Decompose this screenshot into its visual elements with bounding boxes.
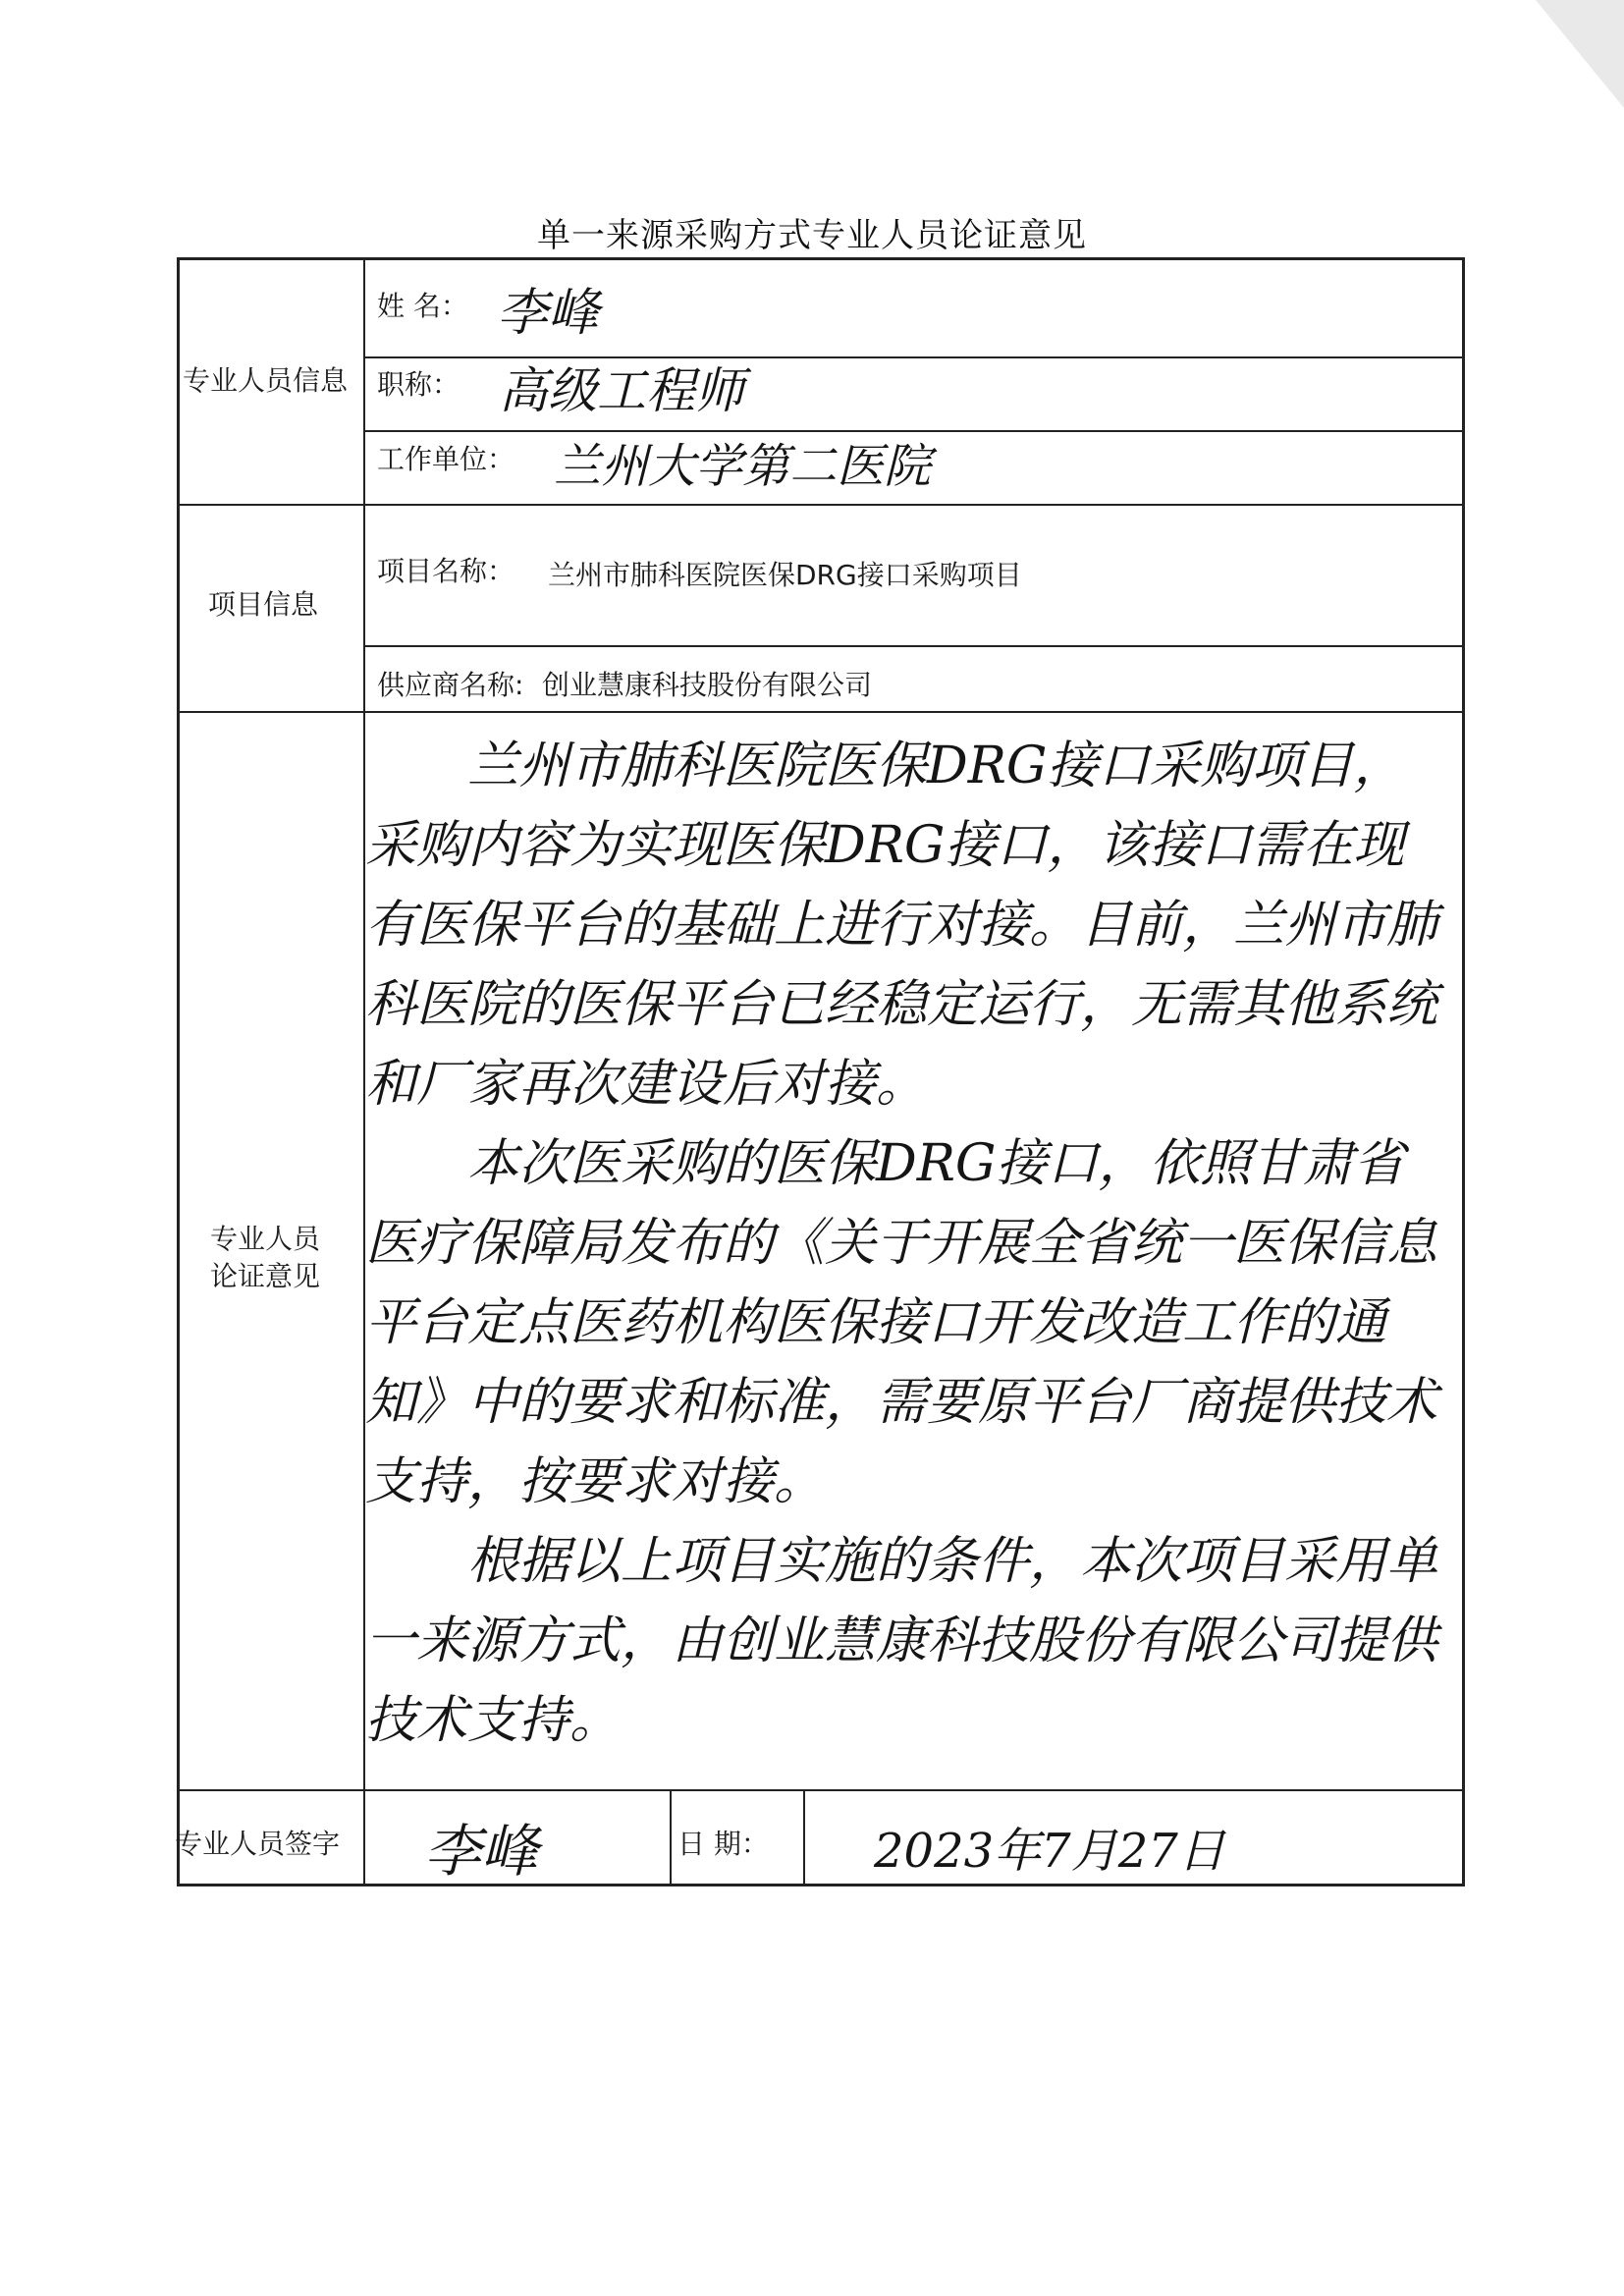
opinion-paragraph: 兰州市肺科医院医保DRG接口采购项目，采购内容为实现医保DRG接口，该接口需在现有医保平台的基础上进行对接。目前，兰州市肺科医院的医保平台已经稳定运行，无需其他系统和厂家再次建设后对接。 [365, 737, 1438, 1114]
supplier-label: 供应商名称: [377, 669, 524, 701]
row-divider [365, 645, 1465, 647]
expert-info-section-label: 专业人员信息 [183, 364, 349, 397]
supplier-value: 创业慧康科技股份有限公司 [542, 669, 873, 701]
column-divider [670, 1789, 672, 1886]
project-name-value: 兰州市肺科医院医保DRG接口采购项目 [548, 559, 1022, 591]
opinion-section-label-line2: 论证意见 [210, 1260, 321, 1292]
row-divider [177, 504, 1465, 506]
row-divider [177, 1789, 1465, 1791]
employer-label: 工作单位： [377, 443, 515, 475]
opinion-section-label-line1: 专业人员 [210, 1223, 321, 1255]
page-corner-fold [1536, 0, 1624, 108]
date-value: 2023年7月27日 [874, 1824, 1225, 1879]
name-value: 李峰 [497, 284, 600, 343]
signature-label: 专业人员签字 [175, 1828, 341, 1860]
column-divider [363, 1789, 365, 1886]
date-label: 日 期： [677, 1828, 769, 1860]
project-name-label: 项目名称： [377, 555, 515, 587]
job-title-label: 职称： [377, 368, 460, 401]
name-label: 姓 名： [377, 290, 468, 322]
document-title: 单一来源采购方式专业人员论证意见 [537, 216, 1087, 255]
row-divider [177, 711, 1465, 713]
signature-value: 李峰 [424, 1818, 539, 1885]
opinion-paragraph: 根据以上项目实施的条件，本次项目采用单一来源方式，由创业慧康科技股份有限公司提供技术支持。 [365, 1532, 1438, 1750]
project-info-section-label: 项目信息 [208, 588, 319, 621]
job-title-value: 高级工程师 [499, 362, 744, 419]
employer-value: 兰州大学第二医院 [554, 439, 932, 494]
opinion-paragraph: 本次医采购的医保DRG接口，依照甘肃省医疗保障局发布的《关于开展全省统一医保信息平台定点医药机构医保接口开发改造工作的通知》中的要求和标准，需要原平台厂商提供技术支持，按要求对接。 [365, 1134, 1438, 1511]
opinion-text [365, 727, 1455, 1761]
column-divider [803, 1789, 805, 1886]
